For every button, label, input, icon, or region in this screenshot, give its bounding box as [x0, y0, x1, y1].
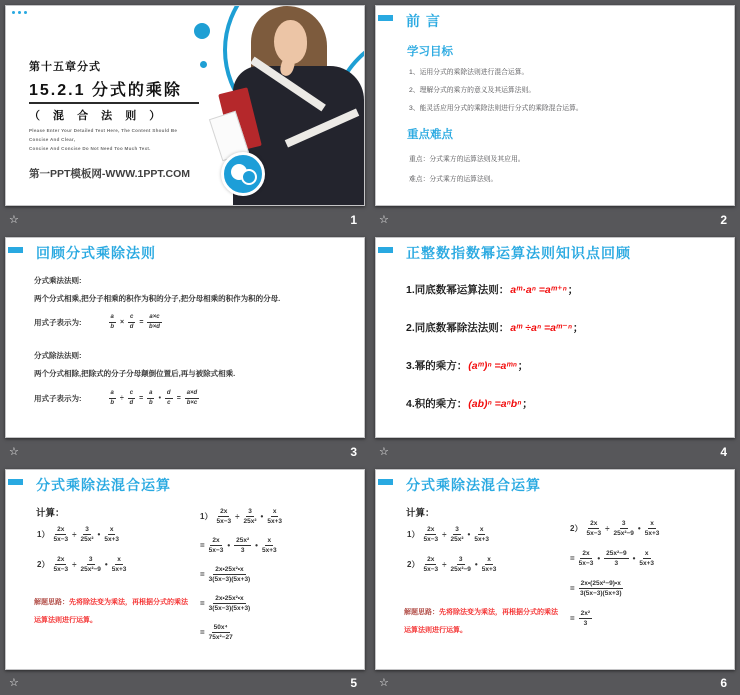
power-rule-list [406, 282, 583, 411]
ppt-logo-badge [221, 152, 265, 196]
gutter-band [5, 207, 365, 232]
page-number-3: 3 [350, 444, 357, 459]
chapter-label: 第十五章分式 [29, 61, 101, 73]
mul-rule-text: 两个分式相乘,把分子相乘的积作为积的分子,把分母相乘的积作为积的分母. [34, 294, 281, 303]
rule-label: 1.同底数幂运算法则： [406, 284, 510, 296]
rule-formula: aᵐ·aⁿ =aᵐ⁺ⁿ [510, 284, 567, 296]
div-formula: $\frac{a}{b}$ ÷ $\frac{c}{d}$ = $\frac{a}{b}$ • $\frac{d}{c}$ = $\frac{a\times d}{b\times c}$ [110, 390, 198, 406]
rule-label: 3.幂的乘方： [406, 360, 468, 372]
key-point-item: 重点：分式乘方的运算法则及其应用。 [409, 156, 525, 163]
title-marker [8, 247, 23, 253]
viewer-logo-icon: ☆ [9, 446, 19, 458]
title-marker [378, 479, 393, 485]
solution-steps [199, 508, 283, 642]
blue-dot-decoration [200, 61, 207, 68]
viewer-logo-icon: ☆ [379, 446, 389, 458]
calc-label: 计算： [36, 508, 65, 519]
viewer-logo-icon: ☆ [9, 677, 19, 689]
solution-step: = $\frac{\text{50x⁴}}{\text{75x²−27}}$ [200, 623, 233, 642]
solution-steps [569, 520, 660, 628]
rule-formula: aᵐ ÷aⁿ =aᵐ⁻ⁿ [510, 322, 572, 334]
page-number-4: 4 [720, 444, 727, 459]
viewer-logo-icon: ☆ [379, 677, 389, 689]
slide-6[interactable] [375, 469, 735, 670]
rule-formula: (aᵐ)ⁿ =aᵐⁿ [468, 360, 517, 372]
problem-list [406, 526, 497, 574]
gutter-band [5, 670, 365, 695]
slide-cell-2 [370, 0, 740, 232]
problem-2: 2） $\frac{2x}{5x-3}$ ÷ $\frac{3}{\text{25x²−9}}$ • $\frac{x}{5x+3}$ [407, 555, 497, 574]
problem-2: 2） $\frac{2x}{5x-3}$ ÷ $\frac{3}{\text{25x²−9}}$ • $\frac{x}{5x+3}$ [37, 555, 127, 574]
div-rule-expression [34, 390, 200, 407]
solution-hint [404, 604, 562, 640]
power-rule [406, 358, 583, 373]
site-credit: 第一PPT模板网-WWW.1PPT.COM [29, 168, 190, 180]
rule-tail: ； [517, 360, 529, 372]
rule-formula: (ab)ⁿ =aⁿbⁿ [468, 398, 522, 410]
page-number-6: 6 [720, 675, 727, 690]
slide-2[interactable] [375, 5, 735, 206]
goal-list [409, 66, 583, 112]
problem-1: 1） $\frac{2x}{5x-3}$ ÷ $\frac{3}{\text{25x²}}$ • $\frac{x}{5x+3}$ [407, 526, 489, 544]
hint-label: 解题思路： [404, 609, 439, 616]
rule-label: 4.积的乘方： [406, 398, 468, 410]
slide-cell-4 [370, 232, 740, 464]
title-marker [378, 247, 393, 253]
placeholder-text [29, 126, 184, 153]
hint-label: 解题思路： [34, 599, 69, 606]
div-rule-label: 分式除法法则: [34, 351, 82, 360]
gutter-band [5, 439, 365, 464]
slide-title: 分式乘除法混合运算 [36, 477, 171, 493]
rule-label: 2.同底数幂除法法则： [406, 322, 510, 334]
gutter-band [375, 670, 735, 695]
power-rule [406, 320, 583, 335]
power-rule [406, 396, 583, 411]
lesson-title: 15.2.1 分式的乘除 [29, 82, 182, 99]
slide-cell-5 [0, 464, 370, 695]
slide-cell-6 [370, 464, 740, 695]
title-marker [8, 479, 23, 485]
mul-rule-label: 分式乘法法则: [34, 276, 82, 285]
page-number-1: 1 [350, 212, 357, 227]
goals-heading: 学习目标 [407, 46, 453, 58]
calc-label: 计算： [406, 508, 435, 519]
rule-tail: ； [572, 322, 584, 334]
key-point-item: 难点：分式乘方的运算法则。 [409, 176, 498, 183]
solution-step: = $\frac{2x}{5x-3}$ • $\frac{\text{25x²}}{3}$ • $\frac{x}{5x+3}$ [200, 536, 277, 555]
power-rule [406, 282, 583, 297]
title-marker [378, 15, 393, 21]
page-number-5: 5 [350, 675, 357, 690]
key-points-heading: 重点难点 [407, 129, 453, 141]
expression-label: 用式子表示为: [34, 317, 82, 327]
slide-title: 正整数指数幂运算法则知识点回顾 [406, 245, 631, 261]
hint-text: 先将除法变为乘法，再根据分式的乘法运算法则进行运算。 [404, 609, 558, 635]
viewer-logo-icon: ☆ [9, 214, 19, 226]
slide-cell-3 [0, 232, 370, 464]
placeholder-line: Concise And Concise Do Not Need Too Much Text. [29, 146, 151, 151]
expression-label: 用式子表示为: [34, 393, 82, 403]
slide-5[interactable] [5, 469, 365, 670]
solution-step: = $\frac{\text{2x•25x²•x}}{3(5x-3)(5x+3)}$ [200, 594, 251, 613]
mul-rule-expression [34, 314, 163, 331]
slide-title: 前 言 [406, 13, 441, 29]
solution-step: 1） $\frac{2x}{5x-3}$ ÷ $\frac{3}{\text{25x²}}$ • $\frac{x}{5x+3}$ [200, 508, 282, 526]
problem-list [36, 526, 127, 574]
hint-text: 先将除法变为乘法，再根据分式的乘法运算法则进行运算。 [34, 599, 188, 625]
solution-step: = $\frac{\text{2x²}}{3}$ [570, 609, 591, 628]
slide-title: 回顾分式乘除法则 [36, 245, 156, 261]
page-number-2: 2 [720, 212, 727, 227]
slide-title: 分式乘除法混合运算 [406, 477, 541, 493]
gutter-band [375, 439, 735, 464]
slide-3[interactable] [5, 237, 365, 438]
rule-tail: ； [522, 398, 533, 410]
slide-1[interactable] [5, 5, 365, 206]
placeholder-line: Please Enter Your Detailed Text Here, The Content Should Be Concise And Clear, [29, 128, 178, 142]
rule-tail: ； [567, 284, 579, 296]
lesson-subtitle: （ 混 合 法 则 ） [29, 110, 166, 122]
goal-item: 2、理解分式的乘方的意义及其运算法则。 [409, 87, 536, 94]
slide-cell-1 [0, 0, 370, 232]
solution-step: = $\frac{\text{2x•25x²•x}}{3(5x-3)(5x+3)}$ [200, 565, 251, 584]
solution-hint [34, 594, 192, 630]
goal-item: 3、能灵活应用分式的乘除法则进行分式的乘除混合运算。 [409, 105, 583, 112]
slide-4[interactable] [375, 237, 735, 438]
solution-step: 2） $\frac{2x}{5x-3}$ ÷ $\frac{3}{\text{25x²−9}}$ • $\frac{x}{5x+3}$ [570, 520, 660, 538]
gutter-band [375, 207, 735, 232]
key-point-list [409, 153, 525, 183]
solution-step: = $\frac{\text{2x•(25x²−9)•x}}{3(5x-3)(5x+3)}$ [570, 579, 622, 598]
div-rule-text: 两个分式相除,把除式的分子分母颠倒位置后,再与被除式相乘. [34, 369, 236, 378]
viewer-logo-icon: ☆ [379, 214, 389, 226]
chat-bubble-icon [241, 169, 257, 185]
solution-step: = $\frac{2x}{5x-3}$ • $\frac{\text{25x²−9}}{3}$ • $\frac{x}{5x+3}$ [570, 549, 655, 568]
ellipsis-dots-icon [12, 11, 27, 14]
title-underline [29, 102, 199, 104]
goal-item: 1、运用分式的乘除法则进行混合运算。 [409, 69, 529, 76]
blue-dot-decoration [194, 23, 210, 39]
problem-1: 1） $\frac{2x}{5x-3}$ ÷ $\frac{3}{\text{25x²}}$ • $\frac{x}{5x+3}$ [37, 526, 119, 544]
mul-formula: $\frac{a}{b}$ × $\frac{c}{d}$ = $\frac{a\times c}{b\times d}$ [110, 314, 160, 330]
